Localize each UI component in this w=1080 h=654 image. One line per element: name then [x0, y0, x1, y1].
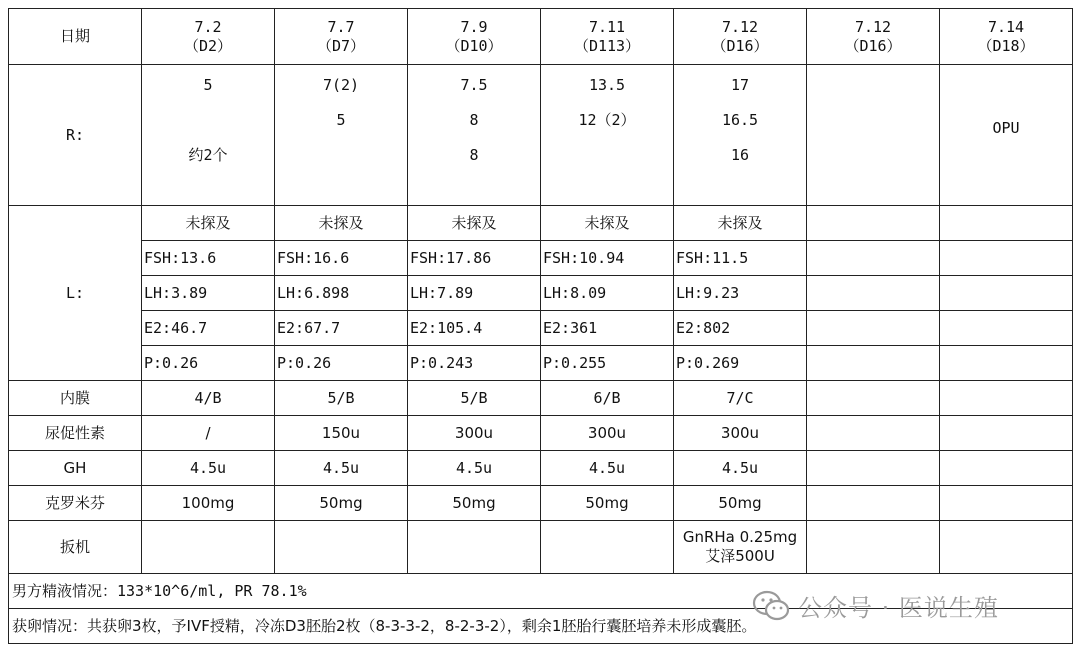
- lh-value: LH:9.23: [674, 276, 807, 311]
- endometrium-label: 内膜: [9, 381, 142, 416]
- unexplored-cell: 未探及: [275, 206, 408, 241]
- right-ovary-cell: 5 约2个: [142, 65, 275, 206]
- empty-cell: [940, 416, 1073, 451]
- unexplored-cell: 未探及: [408, 206, 541, 241]
- urofollitropin-value: 300u: [408, 416, 541, 451]
- empty-cell: [275, 521, 408, 574]
- date-cell: 7.14 （D18）: [940, 9, 1073, 65]
- right-ovary-cell: 13.5 12（2）: [541, 65, 674, 206]
- empty-cell: [940, 276, 1073, 311]
- gh-value: 4.5u: [142, 451, 275, 486]
- e2-value: E2:67.7: [275, 311, 408, 346]
- date-header-label: 日期: [9, 9, 142, 65]
- empty-cell: [142, 521, 275, 574]
- clomiphene-value: 50mg: [674, 486, 807, 521]
- date-cell: 7.7 （D7）: [275, 9, 408, 65]
- endometrium-value: 4/B: [142, 381, 275, 416]
- empty-cell: [807, 206, 940, 241]
- date-cell: 7.9 （D10）: [408, 9, 541, 65]
- empty-cell: [807, 241, 940, 276]
- fsh-value: FSH:11.5: [674, 241, 807, 276]
- urofollitropin-label: 尿促性素: [9, 416, 142, 451]
- urofollitropin-value: 300u: [541, 416, 674, 451]
- empty-cell: [807, 346, 940, 381]
- trigger-label: 扳机: [9, 521, 142, 574]
- lh-value: LH:6.898: [275, 276, 408, 311]
- right-ovary-cell: 17 16.5 16: [674, 65, 807, 206]
- clomiphene-value: 50mg: [275, 486, 408, 521]
- empty-cell: [940, 206, 1073, 241]
- clomiphene-value: 100mg: [142, 486, 275, 521]
- e2-value: E2:105.4: [408, 311, 541, 346]
- date-cell: 7.2 （D2）: [142, 9, 275, 65]
- ivf-monitoring-table: [8, 8, 1073, 644]
- empty-cell: [940, 521, 1073, 574]
- empty-cell: [940, 241, 1073, 276]
- right-ovary-cell: 7.5 8 8: [408, 65, 541, 206]
- fsh-value: FSH:17.86: [408, 241, 541, 276]
- urofollitropin-value: /: [142, 416, 275, 451]
- empty-cell: [940, 311, 1073, 346]
- clomiphene-value: 50mg: [541, 486, 674, 521]
- lh-value: LH:7.89: [408, 276, 541, 311]
- clomiphene-value: 50mg: [408, 486, 541, 521]
- e2-value: E2:46.7: [142, 311, 275, 346]
- endometrium-value: 7/C: [674, 381, 807, 416]
- e2-row: [9, 311, 1073, 346]
- gh-value: 4.5u: [275, 451, 408, 486]
- empty-cell: [408, 521, 541, 574]
- gh-value: 4.5u: [408, 451, 541, 486]
- trigger-row: [9, 521, 1073, 574]
- empty-cell: [940, 451, 1073, 486]
- endometrium-row: [9, 381, 1073, 416]
- watermark-text: 公众号 · 医说生殖: [798, 594, 999, 622]
- right-ovary-cell: [807, 65, 940, 206]
- empty-cell: [541, 521, 674, 574]
- watermark: [752, 588, 999, 623]
- date-cell: 7.12 （D16）: [807, 9, 940, 65]
- p-value: P:0.26: [275, 346, 408, 381]
- date-cell: 7.11 （D113）: [541, 9, 674, 65]
- empty-cell: [807, 311, 940, 346]
- empty-cell: [940, 381, 1073, 416]
- empty-cell: [940, 486, 1073, 521]
- fsh-value: FSH:10.94: [541, 241, 674, 276]
- empty-cell: [807, 486, 940, 521]
- left-ovary-row: [9, 206, 1073, 241]
- fsh-value: FSH:13.6: [142, 241, 275, 276]
- left-ovary-label: L:: [9, 206, 142, 381]
- clomiphene-label: 克罗米芬: [9, 486, 142, 521]
- opu-cell: OPU: [940, 65, 1073, 206]
- endometrium-value: 5/B: [275, 381, 408, 416]
- p-value: P:0.26: [142, 346, 275, 381]
- lh-row: [9, 276, 1073, 311]
- empty-cell: [807, 276, 940, 311]
- unexplored-cell: 未探及: [541, 206, 674, 241]
- gh-label: GH: [9, 451, 142, 486]
- lh-value: LH:8.09: [541, 276, 674, 311]
- trigger-value: GnRHa 0.25mg 艾泽500U: [674, 521, 807, 574]
- e2-value: E2:361: [541, 311, 674, 346]
- fsh-value: FSH:16.6: [275, 241, 408, 276]
- p-value: P:0.243: [408, 346, 541, 381]
- gh-value: 4.5u: [541, 451, 674, 486]
- right-ovary-label: R:: [9, 65, 142, 206]
- semen-note: 男方精液情况：133*10^6/ml, PR 78.1%: [9, 574, 1073, 609]
- empty-cell: [807, 521, 940, 574]
- date-cell: 7.12 （D16）: [674, 9, 807, 65]
- p-value: P:0.255: [541, 346, 674, 381]
- empty-cell: [807, 381, 940, 416]
- endometrium-value: 5/B: [408, 381, 541, 416]
- clomiphene-row: [9, 486, 1073, 521]
- e2-value: E2:802: [674, 311, 807, 346]
- urofollitropin-row: [9, 416, 1073, 451]
- urofollitropin-value: 150u: [275, 416, 408, 451]
- wechat-icon: [752, 589, 790, 623]
- p-value: P:0.269: [674, 346, 807, 381]
- lh-value: LH:3.89: [142, 276, 275, 311]
- retrieval-note: 获卵情况：共获卵3枚，予IVF授精，冷冻D3胚胎2枚（8-3-3-2，8-2-3-2），剩余1胚胎行囊胚培养未形成囊胚。: [9, 609, 1073, 644]
- unexplored-cell: 未探及: [142, 206, 275, 241]
- gh-row: [9, 451, 1073, 486]
- gh-value: 4.5u: [674, 451, 807, 486]
- right-ovary-cell: 7(2) 5: [275, 65, 408, 206]
- empty-cell: [807, 451, 940, 486]
- endometrium-value: 6/B: [541, 381, 674, 416]
- date-header-row: [9, 9, 1073, 65]
- empty-cell: [940, 346, 1073, 381]
- right-ovary-row: [9, 65, 1073, 206]
- urofollitropin-value: 300u: [674, 416, 807, 451]
- p-row: [9, 346, 1073, 381]
- unexplored-cell: 未探及: [674, 206, 807, 241]
- fsh-row: [9, 241, 1073, 276]
- empty-cell: [807, 416, 940, 451]
